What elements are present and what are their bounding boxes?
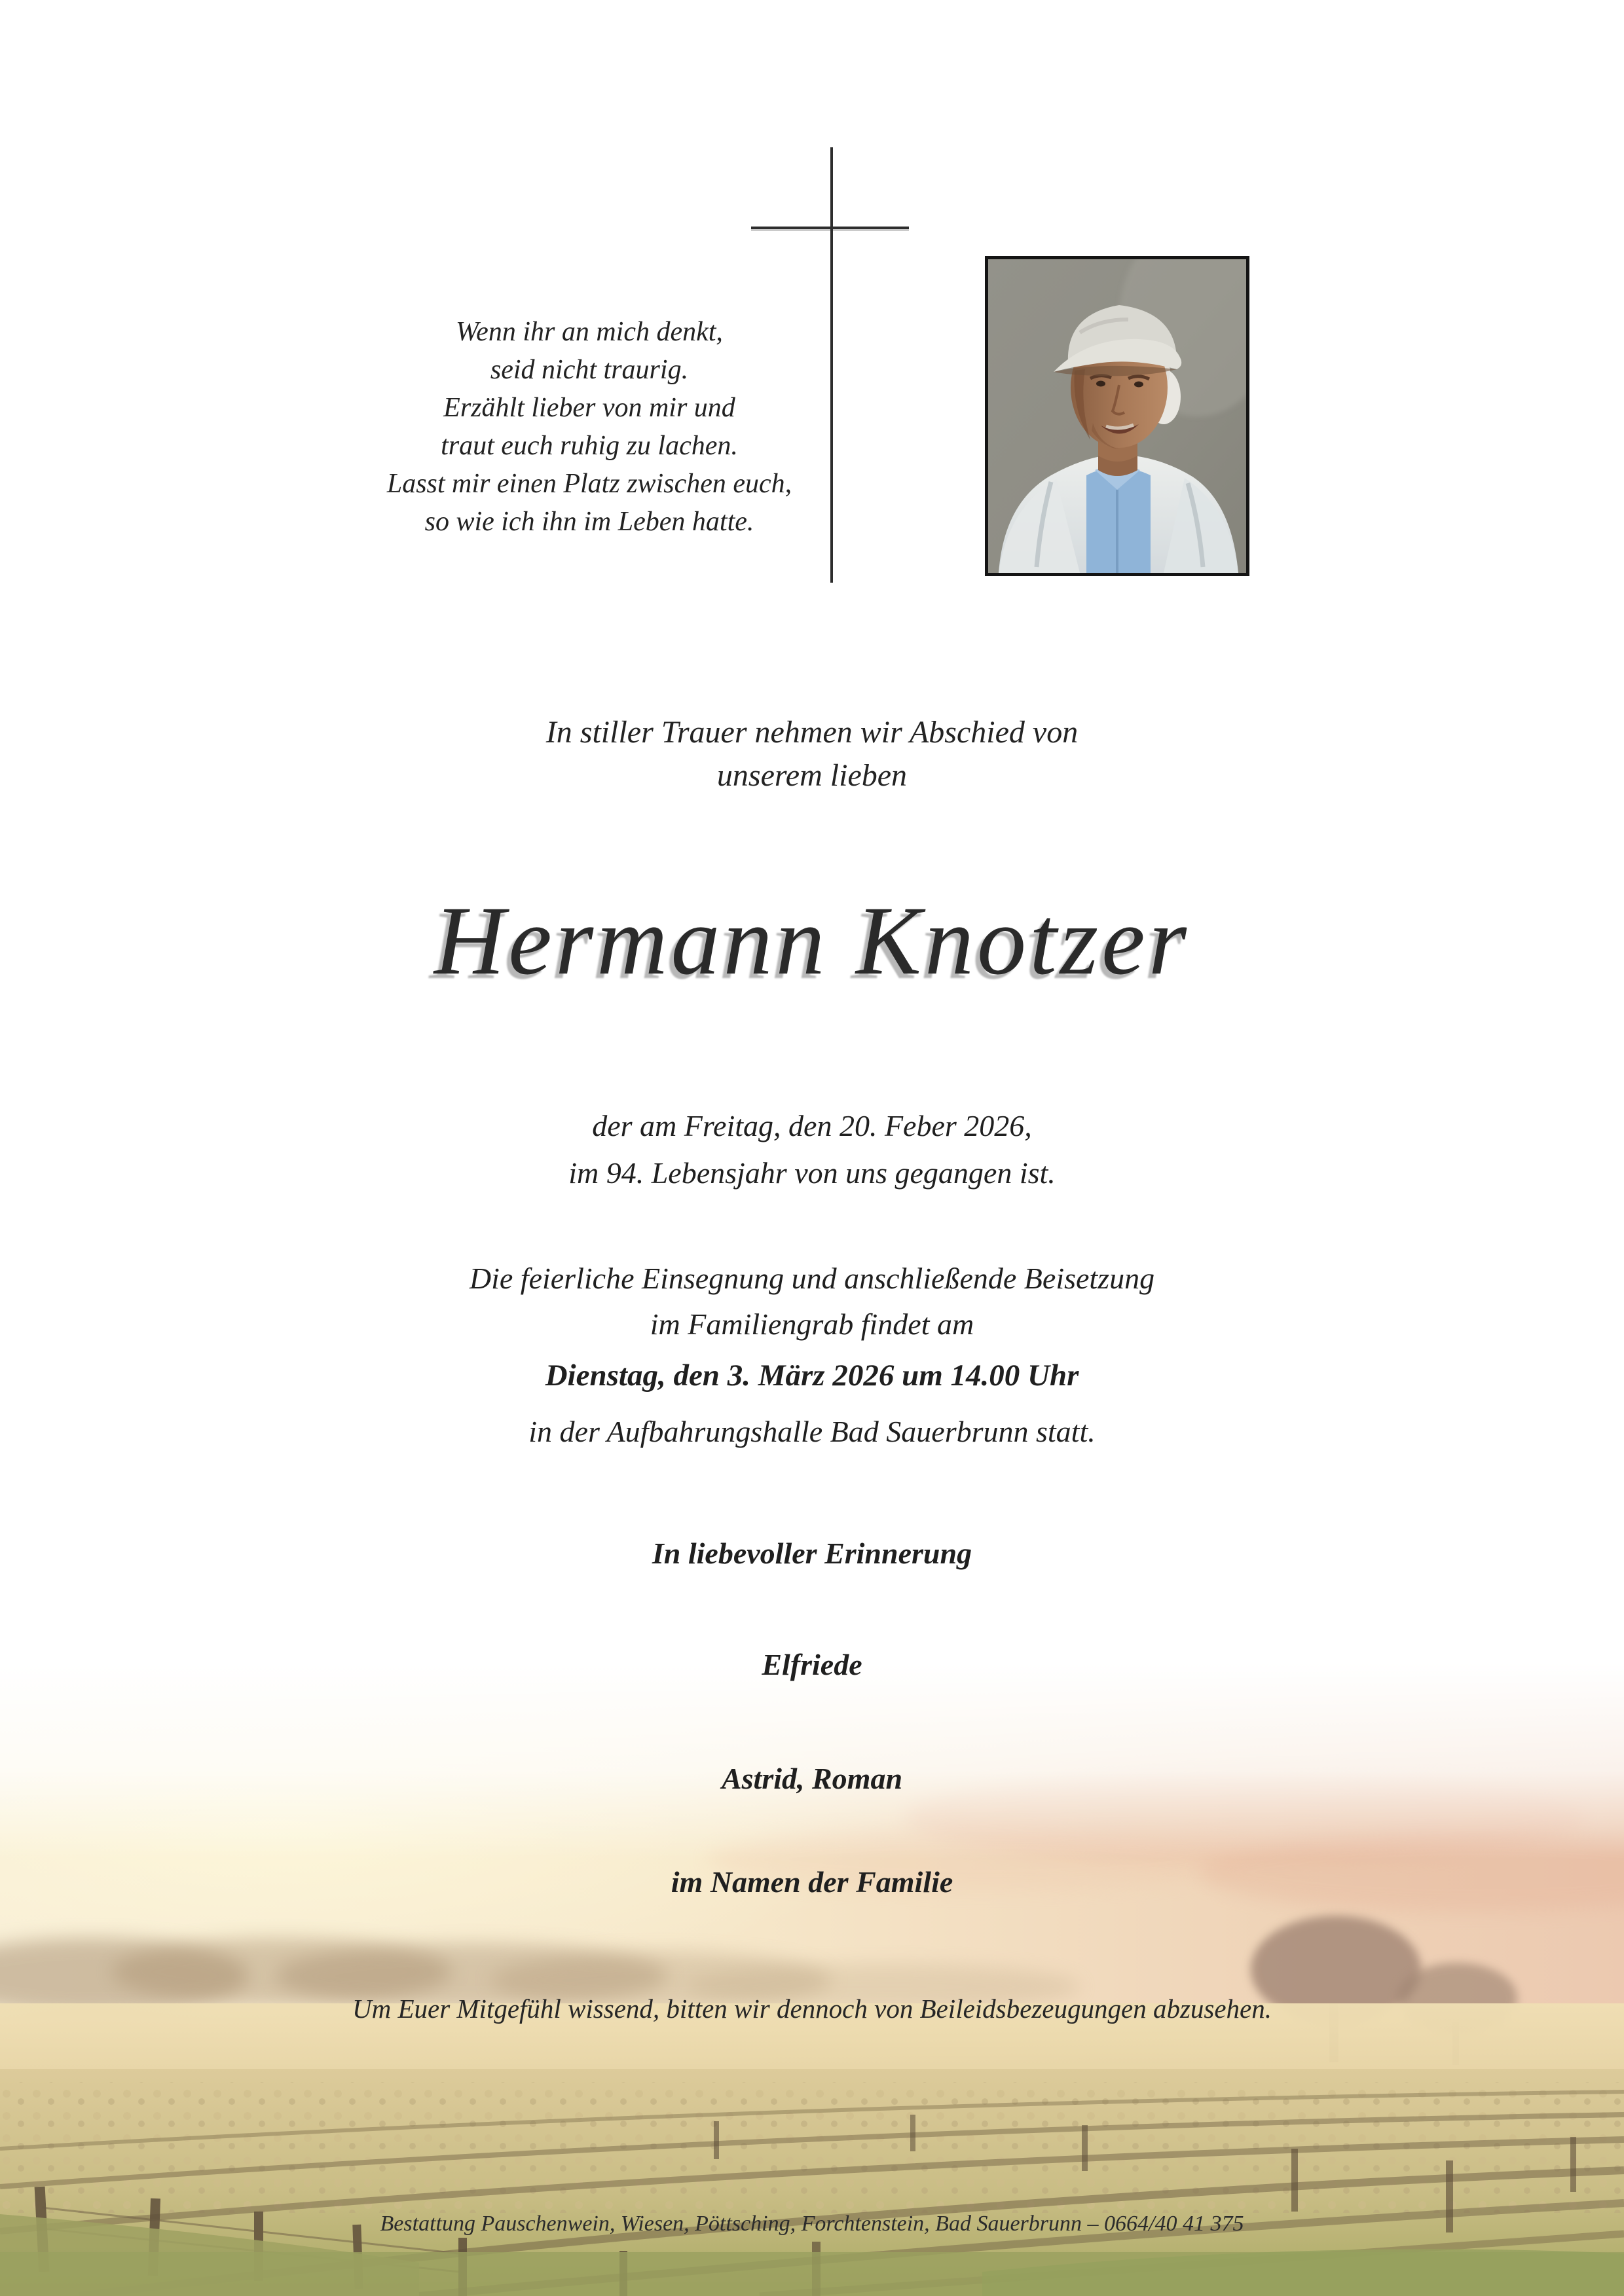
death-info (0, 1102, 1624, 1197)
service-line1: Die feierliche Einsegnung und anschließende Beisetzung (469, 1262, 1155, 1295)
service-datetime: Dienstag, den 3. März 2026 um 14.00 Uhr (545, 1358, 1079, 1393)
deceased-name: Hermann Knotzer (434, 886, 1190, 995)
landscape-graphic (0, 1663, 1624, 2296)
poem (0, 313, 1179, 541)
poem-line: seid nicht traurig. (490, 355, 689, 385)
funeral-home-footer: Bestattung Pauschenwein, Wiesen, Pöttsching, Forchtenstein, Bad Sauerbrunn – 0664/40 41 375 (380, 2212, 1244, 2236)
mourner-elfriede: Elfriede (762, 1648, 862, 1681)
poem-line: Wenn ihr an mich denkt, (456, 317, 723, 347)
service-info (0, 1256, 1624, 1347)
poem-line: so wie ich ihn im Leben hatte. (424, 507, 754, 537)
death-date-line: der am Freitag, den 20. Feber 2026, (592, 1109, 1032, 1142)
farewell-intro (0, 711, 1624, 797)
service-line2: im Familiengrab findet am (650, 1307, 974, 1341)
death-age-line: im 94. Lebensjahr von uns gegangen ist. (568, 1156, 1056, 1190)
farewell-intro-line1: In stiller Trauer nehmen wir Abschied von (545, 715, 1079, 750)
family-closing: im Namen der Familie (671, 1865, 953, 1899)
remembrance-heading: In liebevoller Erinnerung (652, 1537, 972, 1570)
service-location: in der Aufbahrungshalle Bad Sauerbrunn statt. (528, 1415, 1096, 1448)
farewell-intro-line2: unserem lieben (716, 758, 908, 793)
condolence-note: Um Euer Mitgefühl wissend, bitten wir dennoch von Beileidsbezeugungen abzusehen. (352, 1994, 1272, 2024)
poem-line: traut euch ruhig zu lachen. (441, 431, 738, 461)
poem-line: Erzählt lieber von mir und (443, 393, 735, 423)
cross-horizontal-bar (751, 227, 909, 229)
poem-line: Lasst mir einen Platz zwischen euch, (386, 469, 792, 499)
landscape-photo (0, 1663, 1624, 2296)
mourner-children: Astrid, Roman (721, 1762, 903, 1795)
